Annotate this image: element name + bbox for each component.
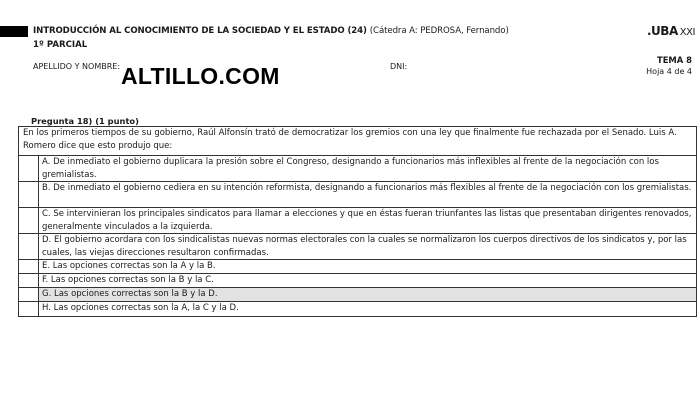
logo-main-text: .UBA xyxy=(647,24,678,38)
option-marker-cell xyxy=(19,156,39,181)
option-text: G. Las opciones correctas son la B y la D. xyxy=(39,288,696,301)
option-text: A. De inmediato el gobierno duplicara la presión sobre el Congreso, designando a funcionarios más inflexibles al frente de la negociación con los gremialistas. xyxy=(42,157,659,180)
black-margin-mark xyxy=(0,26,28,37)
option-c[interactable] xyxy=(19,208,696,234)
option-a[interactable] xyxy=(19,156,696,182)
option-f[interactable] xyxy=(19,274,696,288)
option-e[interactable] xyxy=(19,260,696,274)
option-marker-cell xyxy=(19,234,39,259)
watermark-text: ALTILLO.COM xyxy=(121,63,280,89)
option-g[interactable] xyxy=(19,288,696,302)
option-text: D. El gobierno acordara con los sindicalistas nuevas normas electorales con la cuales se normalizaron los cuerpos directivos de los sindicatos y, por las cuales, las viejas direcciones resultaron confirmadas. xyxy=(42,235,687,258)
question-stem: En los primeros tiempos de su gobierno, Raúl Alfonsín trató de democratizar los gremios con una ley que finalmente fue rechazada por el Senado. Luis A. Romero dice que esto produjo que: xyxy=(19,127,696,156)
option-h[interactable] xyxy=(19,302,696,316)
course-title xyxy=(33,26,509,36)
exam-type: 1º PARCIAL xyxy=(33,40,88,50)
dni-label: DNI: xyxy=(390,62,408,71)
option-text: E. Las opciones correctas son la A y la B. xyxy=(42,261,216,271)
option-b[interactable] xyxy=(19,182,696,208)
option-marker-cell xyxy=(19,260,39,273)
question-label: Pregunta 18) (1 punto) xyxy=(31,116,139,126)
logo-suffix-text: XXI xyxy=(679,27,695,38)
option-text: B. De inmediato el gobierno cediera en su intención reformista, designando a funcionarios más flexibles al frente de la negociación con los gremialistas. xyxy=(42,183,692,193)
option-text: F. Las opciones correctas son la B y la C. xyxy=(42,275,214,285)
option-marker-cell xyxy=(19,302,39,316)
tema-label: TEMA 8 xyxy=(657,55,692,65)
option-d[interactable] xyxy=(19,234,696,260)
option-marker-cell xyxy=(19,288,39,301)
catedra-label: (Cátedra A: PEDROSA, Fernando) xyxy=(369,26,509,36)
page-count: Hoja 4 de 4 xyxy=(646,67,692,76)
option-marker-cell xyxy=(19,208,39,233)
course-name: INTRODUCCIÓN AL CONOCIMIENTO DE LA SOCIEDAD Y EL ESTADO (24) xyxy=(33,26,367,36)
option-text: C. Se intervinieran los principales sindicatos para llamar a elecciones y que en éstas fueran triunfantes las listas que presentaban dirigentes renovados, generalmente vinculados a la izquierda. xyxy=(42,209,692,232)
option-marker-cell xyxy=(19,274,39,287)
question-table xyxy=(18,126,697,317)
name-label: APELLIDO Y NOMBRE: xyxy=(33,62,121,71)
option-marker-cell xyxy=(19,182,39,207)
uba-xxi-logo xyxy=(647,24,695,38)
option-text: H. Las opciones correctas son la A, la C y la D. xyxy=(42,303,239,313)
